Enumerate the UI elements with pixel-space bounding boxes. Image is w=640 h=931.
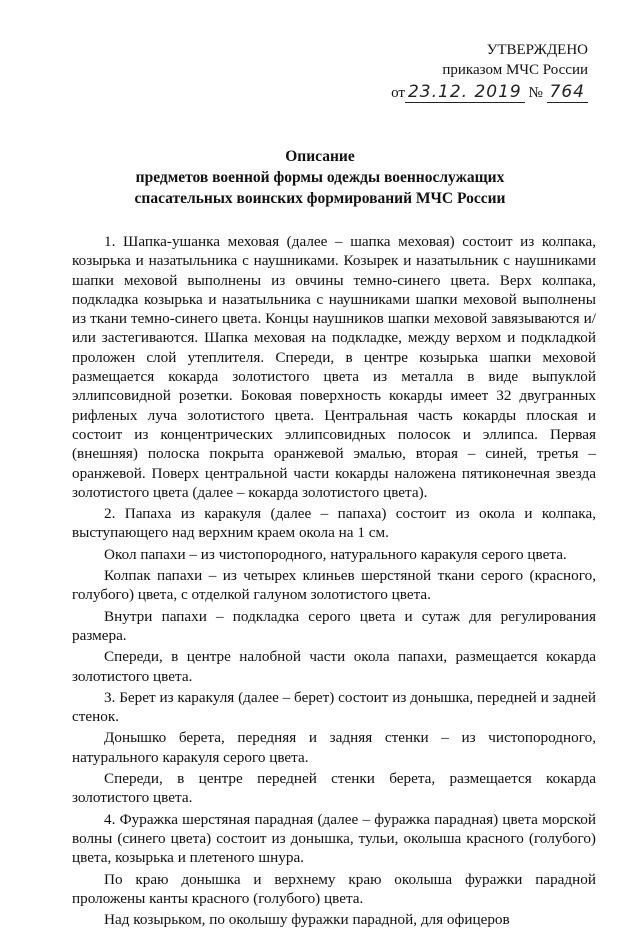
approval-status: УТВЕРЖДЕНО	[486, 42, 588, 58]
title-line-3: спасательных воинских формирований МЧС России	[134, 190, 506, 207]
paragraph: 3. Берет из каракуля (далее – берет) состоит из донышка, передней и задней стенок.	[72, 688, 596, 726]
title-line-1: Описание	[285, 148, 355, 165]
paragraph: 1. Шапка-ушанка меховая (далее – шапка меховая) состоит из колпака, козырька и назатыльника с наушниками. Козырек и назатыльник с наушниками шапки меховой выполнены из овчины темно-синего цвета. Верх колпака, подкладка козырька и назатыльника с наушниками шапки меховой выполнены из ткани темно-синего цвета. Концы наушников шапки меховой завязываются и/или застегиваются. Шапка меховая на подкладке, между верхом и подкладкой проложен слой утеплителя. Спереди, в центре козырька шапки меховой размещается кокарда золотистого цвета из металла в виде выпуклой эллипсовидной розетки. Боковая поверхность кокарды имеет 32 двугранных рифленых луча золотистого цвета. Центральная часть кокарды плоская и состоит из концентрических эллипсовидных полосок и эллипса. Первая (внешняя) полоска покрыта оранжевой эмалью, вторая – синей, третья – оранжевой. Поверх центральной части кокарды наложена пятиконечная звезда золотистого цвета (далее – кокарда золотистого цвета).	[72, 233, 596, 501]
document-title	[0, 146, 640, 209]
paragraph: 4. Фуражка шерстяная парадная (далее – фуражка парадная) цвета морской волны (синего цвета) состоит из донышка, тульи, околыша красного (голубого) цвета, козырька и плетеного шнура.	[72, 810, 596, 867]
order-reference	[368, 82, 588, 103]
title-line-2: предметов военной формы одежды военнослужащих	[135, 169, 505, 186]
paragraph: Спереди, в центре налобной части окола папахи, размещается кокарда золотистого цвета.	[72, 648, 596, 685]
paragraph: Спереди, в центре передней стенки берета, размещается кокарда золотистого цвета.	[72, 770, 596, 807]
paragraph: Донышко берета, передняя и задняя стенки – из чистопородного, натурального каракуля серого цвета.	[72, 729, 596, 766]
number-prefix: №	[528, 85, 543, 101]
paragraph: 2. Папаха из каракуля (далее – папаха) состоит из окола и колпака, выступающего над верхним краем окола на 1 см.	[72, 505, 596, 542]
handwritten-date: 23.12. 2019	[405, 82, 525, 103]
date-prefix: от	[391, 85, 405, 101]
approval-order: приказом МЧС России	[442, 62, 588, 78]
paragraph: Внутри папахи – подкладка серого цвета и сутаж для регулирования размера.	[72, 607, 596, 644]
paragraph: Окол папахи – из чистопородного, натурального каракуля серого цвета.	[104, 545, 567, 563]
document-body	[72, 232, 596, 931]
paragraph: По краю донышка и верхнему краю околыша фуражки парадной проложены канты красного (голубого) цвета.	[72, 870, 596, 907]
paragraph: Над козырьком, по околышу фуражки парадной, для офицеров	[104, 911, 510, 929]
handwritten-number: 764	[547, 82, 588, 103]
paragraph: Колпак папахи – из четырех клиньев шерстяной ткани серого (красного, голубого) цвета, с отделкой галуном золотистого цвета.	[72, 567, 596, 604]
approval-stamp	[368, 40, 588, 103]
